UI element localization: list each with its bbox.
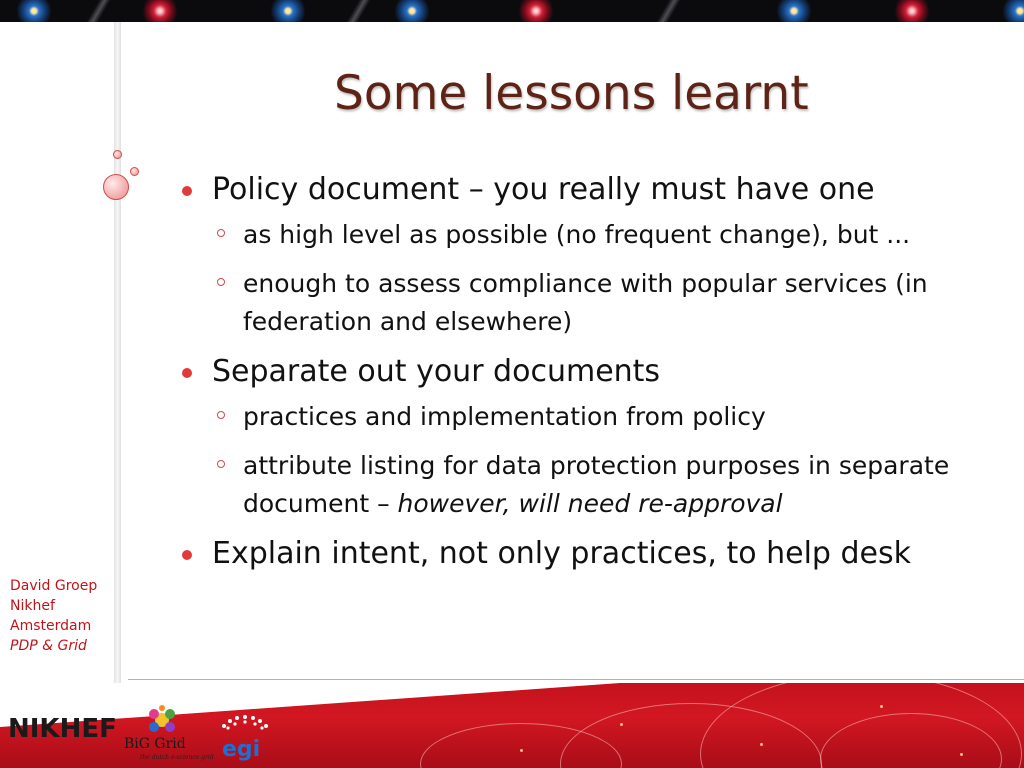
- bullet-item: [182, 352, 982, 392]
- author-org: Nikhef: [10, 598, 55, 614]
- spark-dot: [520, 749, 523, 752]
- particle-burst-icon: [392, 0, 432, 22]
- left-vertical-rule: [114, 22, 121, 690]
- bullet-dot-icon: [182, 186, 192, 196]
- sub-bullet-text: enough to assess compliance with popular services (in federation and elsewhere): [243, 269, 928, 336]
- particle-track: [70, 0, 130, 22]
- sub-bullet-ring-icon: [217, 229, 225, 237]
- bubble-icon: [103, 174, 129, 200]
- particle-burst-icon: [892, 0, 932, 22]
- slide-title: Some lessons learnt: [334, 66, 809, 121]
- particle-track: [640, 0, 700, 22]
- sub-bullet-emphasis: however, will need re-approval: [397, 489, 783, 518]
- spark-dot: [880, 705, 883, 708]
- top-decorative-strip: [0, 0, 1024, 22]
- bullet-dot-icon: [182, 550, 192, 560]
- author-name: David Groep: [10, 578, 98, 594]
- biggrid-flower-icon: [142, 702, 182, 738]
- spark-dot: [960, 753, 963, 756]
- particle-burst-icon: [14, 0, 54, 22]
- sub-bullet-text: as high level as possible (no frequent change), but ...: [243, 220, 911, 249]
- spark-dot: [620, 723, 623, 726]
- sub-bullet-list: [182, 216, 982, 341]
- bubble-icon: [113, 150, 122, 159]
- biggrid-tagline: the dutch e-science grid: [140, 754, 214, 761]
- sub-bullet-ring-icon: [217, 460, 225, 468]
- author-city: Amsterdam: [10, 618, 92, 634]
- bullet-text: Explain intent, not only practices, to help desk: [212, 536, 911, 571]
- egi-logo-text: egi: [222, 737, 261, 762]
- particle-burst-icon: [774, 0, 814, 22]
- author-info: [10, 576, 97, 656]
- sub-bullet-item: [182, 447, 982, 523]
- biggrid-logo: [120, 702, 220, 764]
- bullet-text: Separate out your documents: [212, 354, 661, 389]
- sub-bullet-ring-icon: [217, 278, 225, 286]
- bubble-icon: [130, 167, 139, 176]
- egi-logo: [214, 712, 276, 762]
- slide-body: [182, 170, 982, 580]
- particle-burst-icon: [268, 0, 308, 22]
- sub-bullet-item: [182, 265, 982, 341]
- sub-bullet-item: [182, 398, 982, 436]
- particle-burst-icon: [140, 0, 180, 22]
- particle-burst-icon: [1000, 0, 1024, 22]
- bullet-dot-icon: [182, 368, 192, 378]
- bullet-item: [182, 170, 982, 210]
- sub-bullet-ring-icon: [217, 411, 225, 419]
- spark-dot: [760, 743, 763, 746]
- author-dept: PDP & Grid: [10, 638, 87, 654]
- sub-bullet-list: [182, 398, 982, 523]
- sub-bullet-text: attribute listing for data protection purposes in separate document –: [243, 451, 950, 518]
- sub-bullet-item: [182, 216, 982, 254]
- nikhef-logo: [6, 705, 120, 749]
- nikhef-logo-text: NIKHEF: [8, 714, 117, 744]
- particle-track: [330, 0, 390, 22]
- bullet-text: Policy document – you really must have one: [212, 172, 875, 207]
- sub-bullet-text: practices and implementation from policy: [243, 402, 766, 431]
- bullet-item: [182, 534, 982, 574]
- biggrid-name: BiG Grid: [124, 736, 186, 752]
- footer-divider: [128, 679, 1024, 680]
- particle-burst-icon: [516, 0, 556, 22]
